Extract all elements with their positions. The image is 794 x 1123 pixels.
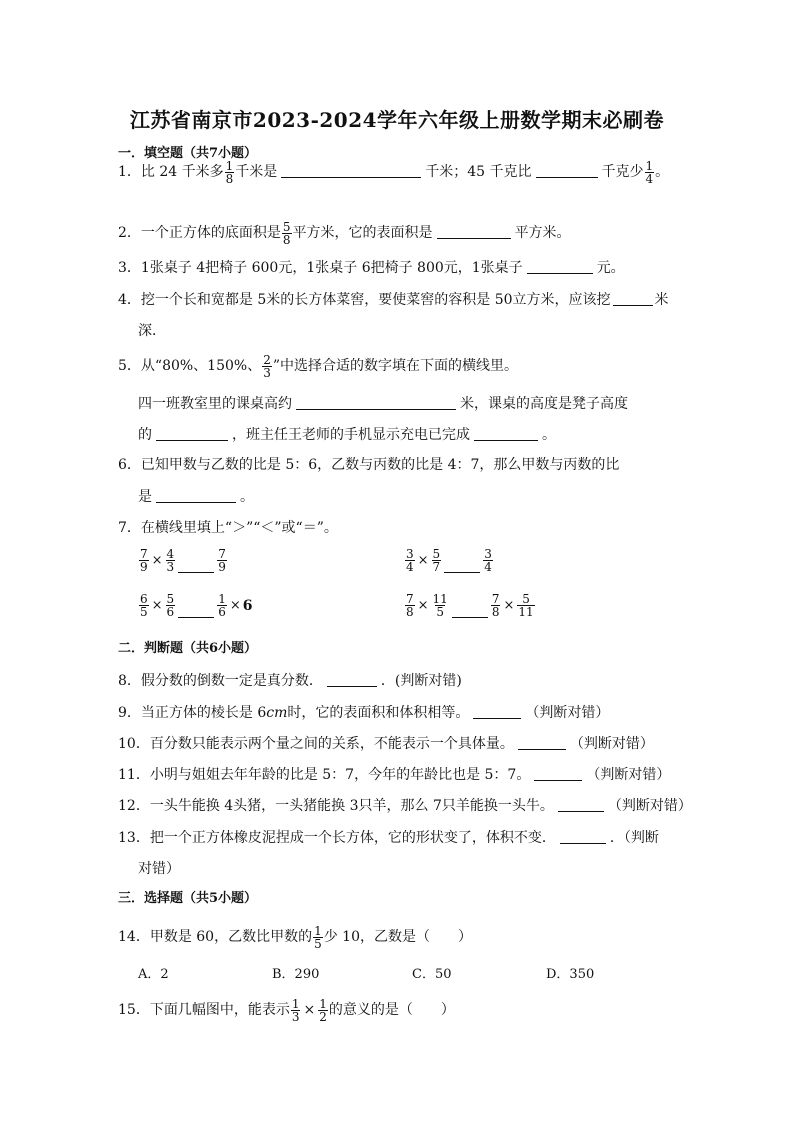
section-multiple-choice-heading: 三．选择题（共5小题） <box>118 891 258 906</box>
q2-text-a: 2．一个正方体的底面积是 <box>118 225 281 241</box>
q15-text-b: 的意义的是（ ） <box>328 1002 455 1018</box>
fraction-6-5: $\frac{6}{5}$ <box>140 592 148 619</box>
fraction-7-9: $\frac{7}{9}$ <box>218 547 226 574</box>
section-fill-in-heading: 一．填空题（共7小题） <box>118 146 258 161</box>
fraction-1-5: $\frac{1}{5}$ <box>314 923 322 951</box>
q14-text-a: 14．甲数是 60，乙数比甲数的 <box>118 929 313 945</box>
answer-blank[interactable] <box>534 766 582 781</box>
q1-text-e: 。 <box>655 164 670 180</box>
fraction-3-4: $\frac{3}{4}$ <box>484 547 492 574</box>
q5-text-f: ，班主任王老师的手机显示充电已完成 <box>232 427 470 443</box>
option-a[interactable]: A．2 <box>138 967 169 982</box>
question-4-cont: 深． <box>138 323 166 339</box>
times-sign: × <box>303 1002 316 1018</box>
q14-text-b: 少 10，乙数是（ ） <box>323 929 472 945</box>
answer-blank[interactable] <box>156 488 236 503</box>
answer-blank[interactable] <box>178 560 214 573</box>
question-6-cont <box>138 486 254 508</box>
q9-text-b: 时，它的表面积和体积相等。 <box>287 705 470 721</box>
question-5-line2 <box>138 393 628 415</box>
answer-blank[interactable] <box>560 829 606 844</box>
q2-text-b: 平方米，它的表面积是 <box>292 225 433 241</box>
question-3 <box>118 257 625 279</box>
answer-blank[interactable] <box>527 259 593 274</box>
question-2 <box>118 213 571 253</box>
question-4 <box>118 289 669 311</box>
q10-text-a: 10．百分数只能表示两个量之间的关系，不能表示一个具体量。 <box>118 736 514 752</box>
q6-text-b: 是 <box>138 489 152 505</box>
fraction-7-9: $\frac{7}{9}$ <box>140 547 148 574</box>
fraction-1-2: $\frac{1}{2}$ <box>319 996 327 1024</box>
answer-blank[interactable] <box>296 395 456 410</box>
answer-blank[interactable] <box>444 560 480 573</box>
fraction-5-7: $\frac{5}{7}$ <box>432 547 441 574</box>
answer-blank[interactable] <box>452 605 488 618</box>
answer-blank[interactable] <box>536 163 598 178</box>
fraction-5-11: $\frac{5}{11}$ <box>518 592 534 619</box>
q11-text-a: 11．小明与姐姐去年年龄的比是 5：7，今年的年龄比也是 5：7。 <box>118 767 531 783</box>
answer-blank[interactable] <box>437 224 511 239</box>
option-c[interactable]: C．50 <box>412 967 452 982</box>
q11-text-b: （判断对错） <box>586 767 671 783</box>
answer-blank[interactable] <box>156 426 228 441</box>
times-sign: × <box>151 598 163 613</box>
question-8 <box>118 670 462 692</box>
q5-text-e: 的 <box>138 427 152 443</box>
answer-blank[interactable] <box>474 426 538 441</box>
compare-item-3 <box>138 593 252 618</box>
q9-text-a: 9．当正方体的棱长是 6 <box>118 705 267 721</box>
q8-text-a: 8．假分数的倒数一定是真分数． <box>118 673 323 689</box>
q9-unit: cm <box>266 705 288 721</box>
times-sign: × <box>229 598 241 613</box>
question-14 <box>118 917 472 957</box>
page-title: 江苏省南京市2023-2024学年六年级上册数学期末必刷卷 <box>129 108 665 132</box>
answer-blank[interactable] <box>518 735 566 750</box>
question-10 <box>118 733 654 755</box>
fraction-1-6: $\frac{1}{6}$ <box>218 592 226 619</box>
question-13-cont: 对错） <box>138 861 180 877</box>
question-1 <box>118 152 669 192</box>
question-6: 6．已知甲数与乙数的比是 5：6，乙数与丙数的比是 4：7，那么甲数与丙数的比 <box>118 457 620 473</box>
fraction-1-4: $\frac{1}{4}$ <box>645 158 654 186</box>
q5-text-b: ”中选择合适的数字填在下面的横线里。 <box>272 358 519 374</box>
q13-text-b: ．（判断 <box>609 830 659 846</box>
q15-text-a: 15．下面几幅图中，能表示 <box>118 1002 290 1018</box>
q2-text-c: 平方米。 <box>514 225 571 241</box>
q1-text-c: 千米；45 千克比 <box>425 164 532 180</box>
answer-blank[interactable] <box>558 797 604 812</box>
q13-text-a: 13．把一个正方体橡皮泥捏成一个长方体，它的形状变了，体积不变． <box>118 830 556 846</box>
q1-text-b: 千米是 <box>235 164 278 180</box>
option-d[interactable]: D．350 <box>546 967 595 982</box>
option-b[interactable]: B．290 <box>272 967 320 982</box>
fraction-3-4: $\frac{3}{4}$ <box>406 547 414 574</box>
q3-text-a: 3．1张桌子 4把椅子 600元，1张桌子 6把椅子 800元，1张桌子 <box>118 260 523 276</box>
q12-text-b: （判断对错） <box>607 798 692 814</box>
q10-text-b: （判断对错） <box>569 736 654 752</box>
answer-blank[interactable] <box>178 605 214 618</box>
question-15 <box>118 990 455 1030</box>
q12-text-a: 12．一头牛能换 4头猪，一头猪能换 3只羊，那么 7只羊能换一头牛。 <box>118 798 554 814</box>
answer-blank[interactable] <box>473 704 521 719</box>
question-9 <box>118 702 609 724</box>
q8-text-b: ．(判断对错) <box>380 673 462 689</box>
q3-text-b: 元。 <box>596 260 625 276</box>
question-11 <box>118 764 670 786</box>
compare-item-1 <box>138 548 228 573</box>
q5-text-a: 5．从“80%、150%、 <box>118 358 262 374</box>
answer-blank[interactable] <box>281 163 421 178</box>
q9-text-c: （判断对错） <box>525 705 610 721</box>
question-5 <box>118 346 518 386</box>
fraction-1-8: $\frac{1}{8}$ <box>225 158 234 186</box>
fraction-7-8: $\frac{7}{8}$ <box>406 592 414 619</box>
fraction-1-3: $\frac{1}{3}$ <box>291 996 300 1024</box>
question-13 <box>118 827 659 849</box>
answer-blank[interactable] <box>327 672 377 687</box>
compare-item-2 <box>404 548 494 573</box>
question-12 <box>118 795 692 817</box>
times-sign: × <box>417 598 429 613</box>
q5-text-d: 米，课桌的高度是凳子高度 <box>460 396 628 412</box>
compare-item-4 <box>404 593 536 618</box>
times-sign: × <box>151 553 163 568</box>
fraction-5-6: $\frac{5}{6}$ <box>166 592 175 619</box>
answer-blank[interactable] <box>613 291 653 306</box>
times-sign: × <box>417 553 429 568</box>
q6-text-c: 。 <box>240 489 254 505</box>
fraction-7-8: $\frac{7}{8}$ <box>491 592 500 619</box>
fraction-11-5: $\frac{11}{5}$ <box>432 592 448 619</box>
q5-text-g: 。 <box>542 427 556 443</box>
q5-text-c: 四一班教室里的课桌高约 <box>138 396 292 412</box>
fraction-2-3: $\frac{2}{3}$ <box>263 352 271 380</box>
times-sign: × <box>503 598 515 613</box>
fraction-5-8: $\frac{5}{8}$ <box>282 219 291 247</box>
question-5-line3 <box>138 424 556 446</box>
q4-text-b: 米 <box>654 292 669 308</box>
q1-text-a: 1．比 24 千米多 <box>118 164 224 180</box>
section-true-false-heading: 二．判断题（共6小题） <box>118 641 258 656</box>
q1-text-d: 千克少 <box>601 164 644 180</box>
fraction-4-3: $\frac{4}{3}$ <box>166 547 175 574</box>
question-7: 7．在横线里填上“＞”“＜”或“＝”。 <box>118 520 338 536</box>
q4-text-a: 4．挖一个长和宽都是 5米的长方体菜窖，要使菜窖的容积是 50立方米，应该挖 <box>118 292 611 308</box>
number-six: 6 <box>242 597 253 614</box>
